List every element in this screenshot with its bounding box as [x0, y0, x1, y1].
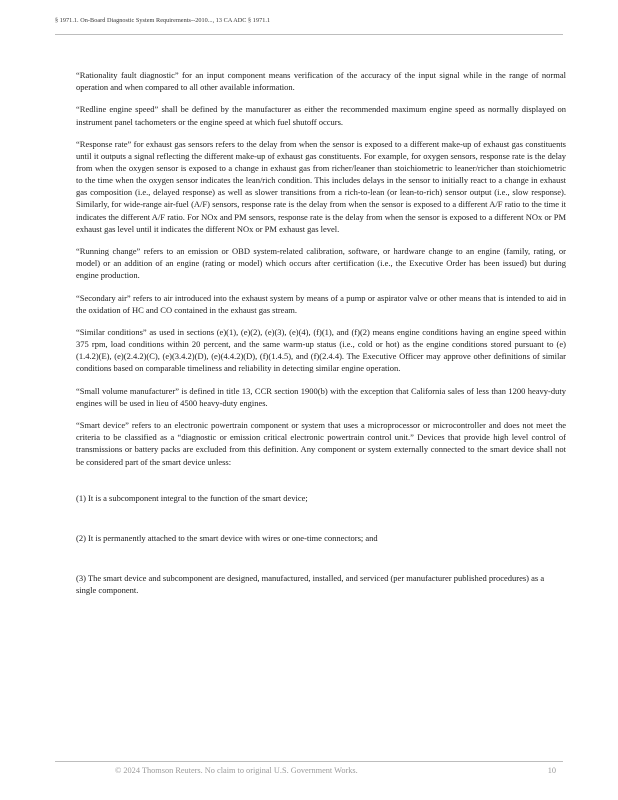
running-head: § 1971.1. On-Board Diagnostic System Requirements--2010..., 13 CA ADC § 1971.1 — [55, 17, 271, 24]
definition-small-volume-manufacturer: “Small volume manufacturer” is defined in title 13, CCR section 1900(b) with the exception that California sales of less than 1200 heavy-duty engines will be used in lieu of 4500 heavy-duty engines. — [76, 385, 566, 408]
definition-smart-device: “Smart device” refers to an electronic powertrain component or system that uses a microprocessor or microcontroller and does not meet the criteria to be classified as a “diagnostic or emission critical electronic powertrain control unit.” Devices that provide high level control of transmissions or battery packs are excluded from this definition. Any component or system externally connected to the smart device shall not be considered part of the smart device unless: — [76, 420, 566, 467]
footer-divider — [55, 761, 563, 762]
list-item-3: (3) The smart device and subcomponent are designed, manufactured, installed, and serviced (per manufacturer published procedures) as a single component. — [76, 572, 545, 595]
definition-response-rate: “Response rate” for exhaust gas sensors refers to the delay from when the sensor is exposed to a different make-up of exhaust gas constituents until it outputs a signal reflecting the different make-up of exhaust gas constituents. For example, for oxygen sensors, response rate is the delay from when the oxygen sensor is exposed to a change in exhaust gas from richer/leaner than stoichiometric to leaner/richer than stoichiometric to the time when the oxygen sensor indicates the lean/rich condition. This includes delays in the sensor to initially react to a change in exhaust gas composition (i.e., delayed response) as well as slower transitions from a rich-to-lean (or lean-to-rich) sensor output (i.e., slow response). Similarly, for wide-range air-fuel (A/F) sensors, response rate is the delay from when the sensor is exposed to a different A/F ratio to the time it indicates the different A/F ratio. For NOx and PM sensors, response rate is the delay from when the sensor is exposed to a different NOx or PM exhaust gas level until it indicates the different NOx or PM exhaust gas level. — [76, 138, 566, 234]
definition-rationality-fault-diagnostic: “Rationality fault diagnostic” for an input component means verification of the accuracy of the input signal while in the range of normal operation and when compared to all other available information. — [76, 70, 566, 93]
document-body — [76, 69, 566, 596]
definition-secondary-air: “Secondary air” refers to air introduced into the exhaust system by means of a pump or aspirator valve or other means that is intended to aid in the oxidation of HC and CO contained in the exhaust gas stream. — [76, 292, 566, 315]
definition-running-change: “Running change” refers to an emission or OBD system-related calibration, software, or hardware change to an engine (family, rating, or model) or an addition of an engine (rating or model) which occurs after certification (i.e., the Executive Order has been issued) but during engine production. — [76, 246, 566, 281]
footer-copyright: © 2024 Thomson Reuters. No claim to original U.S. Government Works. — [115, 766, 358, 775]
list-item-2: (2) It is permanently attached to the smart device with wires or one-time connectors; and — [76, 532, 378, 543]
header-divider — [55, 34, 563, 35]
page-number: 10 — [547, 766, 556, 775]
definition-similar-conditions: “Similar conditions” as used in sections (e)(1), (e)(2), (e)(3), (e)(4), (f)(1), and (f)(2) means engine conditions having an engine speed within 375 rpm, load conditions within 20 percent, and the same warm-up status (i.e., cold or hot) as the engine conditions stored pursuant to (e)(1.4.2)(E), (e)(2.4.2)(C), (e)(3.4.2)(D), (e)(4.4.2)(D), (f)(1.4.5), and (f)(2.4.4). The Executive Officer may approve other definitions of similar conditions based on comparable timeliness and reliability in detecting similar engine operation. — [76, 327, 566, 374]
list-item-1: (1) It is a subcomponent integral to the function of the smart device; — [76, 492, 308, 503]
definition-redline-engine-speed: “Redline engine speed” shall be defined by the manufacturer as either the recommended maximum engine speed as normally displayed on instrument panel tachometers or the engine speed at which fuel shutoff occurs. — [76, 104, 566, 127]
